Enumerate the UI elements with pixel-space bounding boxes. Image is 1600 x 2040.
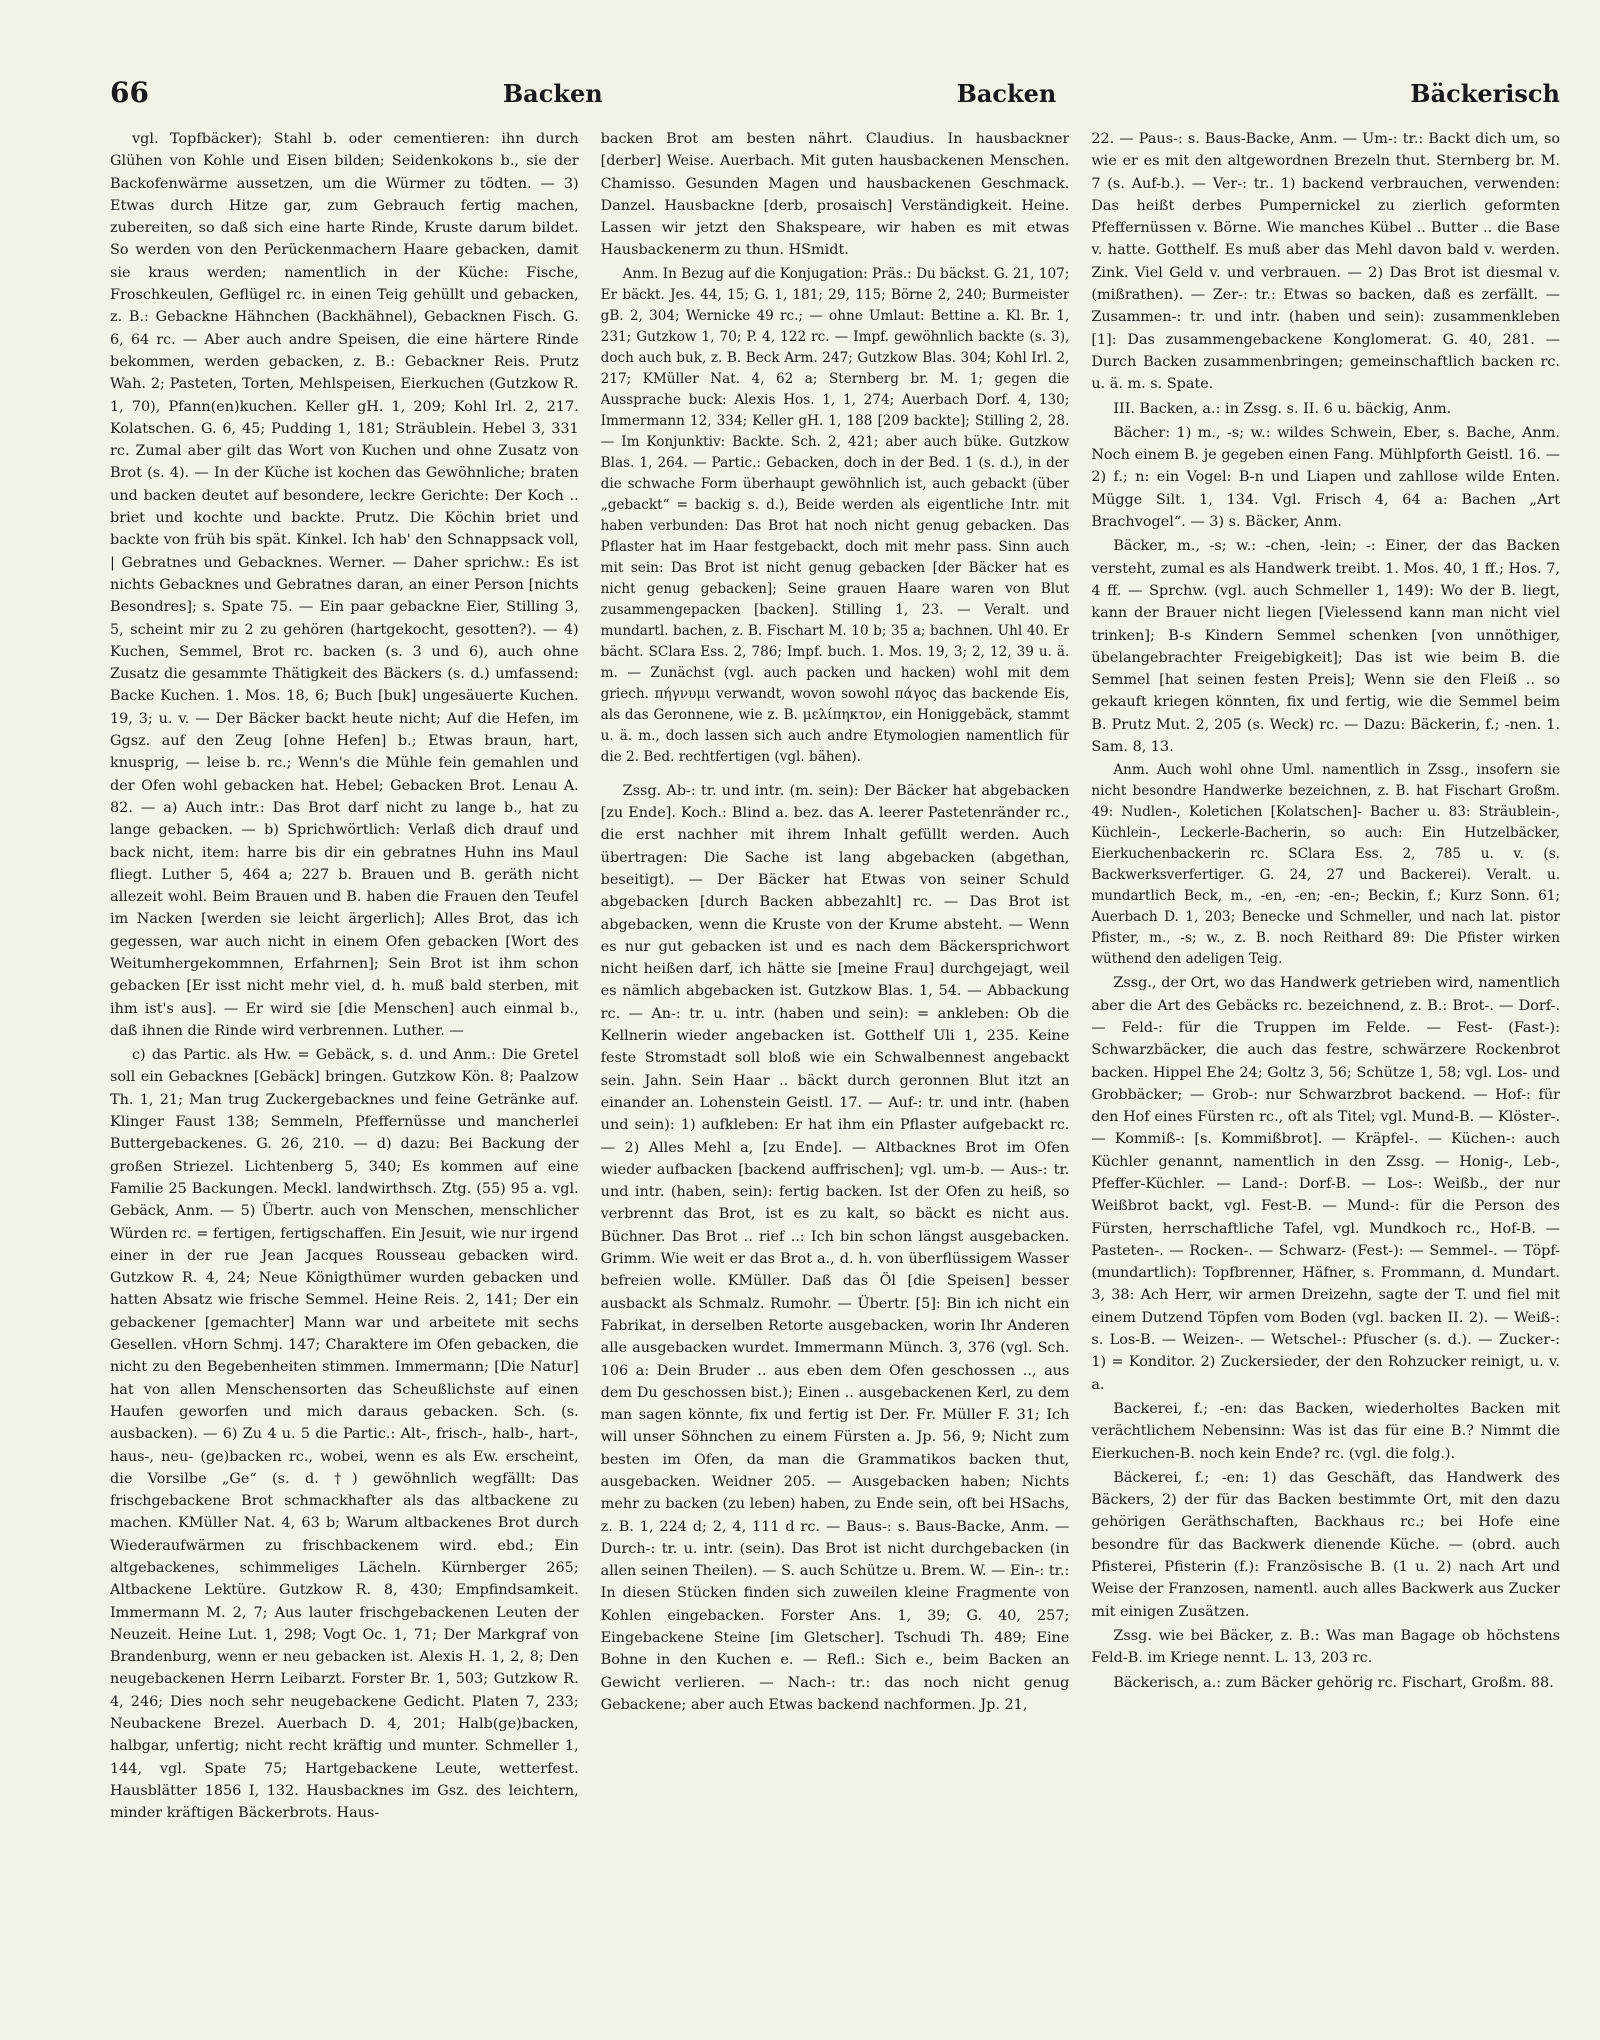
entry-paragraph: vgl. Topfbäcker); Stahl b. oder cementieren: ihn durch Glühen von Kohle und Eisen bilden; Seidenkokons b., sie der Backofenwärme aussetzen, um die Würmer zu tödten. — 3) Etwas durch Hitze gar, zum Gebrauch fertig machen, zubereiten, so daß sich eine harte Rinde, Kruste darum bildet. So werden von den Perückenmachern Haare gebacken, damit sie kraus werden; namentlich in der Küche: Fische, Froschkeulen, Geflügel rc. in einen Teig gehüllt und gebacken, z. B.: Gebackne Hähnchen (Backhähnel), Gebacknen Fisch. G. 6, 64 rc. — Aber auch andre Speisen, die eine härtere Rinde bekommen, werden gebacken, z. B.: Gebackner Reis. Prutz Wah. 2; Pasteten, Torten, Mehlspeisen, Eierkuchen (Gutzkow R. 1, 70), Pfann(en)kuchen. Keller gH. 1, 209; Kohl Irl. 2, 217. Kolatschen. G. 6, 45; Pudding 1, 181; Sträublein. Hebel 3, 331 rc. Zumal aber gilt das Wort von Kuchen und ohne Zusatz von Brot (s. 4). — In der Küche ist kochen das Gewöhnliche; braten und backen deutet auf besondere, leckre Gerichte: Der Koch .. briet und kochte und backte. Prutz. Die Köchin briet und backte von früh bis spät. Kinkel. Ich hab' den Schnappsack voll, | Gebratnes und Gebacknes. Werner. — Daher sprichw.: Es ist nichts Gebacknes und Gebratnes daran, an einer Person [nichts Besondres]; s. Spate 75. — Ein paar gebackne Eier, Stilling 3, 5, scheint mir zu 2 zu gehören (hartgekocht, gesotten?). — 4) Kuchen, Semmel, Brot rc. backen (s. 3 und 6), auch ohne Zusatz die gesammte Thätigkeit des Bäckers (s. d.) umfassend: Backe Kuchen. 1. Mos. 18, 6; Buch [buk] ungesäuerte Kuchen. 19, 3; u. v. — Der Bäcker backt heute nicht; Auf die Hefen, im Ggsz. auf den Zeug [ohne Hefen] b.; Etwas braun, hart, knusprig, — leise b. rc.; Wenn's die Mühle fein gemahlen und der Ofen wohl gebacken hat. Hebel; Gebacken Brot. Lenau A. 82. — a) Auch intr.: Das Brot darf nicht zu lange b., hat zu lange gebacken. — b) Sprichwörtlich: Verlaß dich drauf und back nicht, item: harre bis dir ein gebratnes Huhn ins Maul fliegt. Luther 5, 464 a; 227 b. Brauen und B. geräth nicht allezeit wohl. Beim Brauen und B. haben die Frauen den Teufel im Nacken [werden sie leicht ärgerlich]; Alles Brot, das ich gegessen, war auch nicht in einem Ofen gebacken [Wort des Weitumhergekommnen, Erfahrnen]; Sein Brot ist ihm schon gebacken [Er isst nicht mehr viel, d. h. muß bald sterben, mit ihm ist's aus]. — Er wird sie [die Menschen] auch einmal b., daß ihnen die Rinde wird verbrennen. Luther. — [110,131,579,1039]
entry-paragraph: Zssg., der Ort, wo das Handwerk getrieben wird, namentlich aber die Art des Gebäcks rc. bezeichnend, z. B.: Brot-. — Dorf-. — Feld-: für die Truppen im Felde. — Fest- (Fast-): Schwarzbäcker, die auch das festre, schwärzere Rockenbrot backen. Hippel Ehe 24; Goltz 3, 56; Schütze 1, 58; vgl. Los- und Grobbäcker; — Grob-: nur Schwarzbrot backend. — Hof-: für den Hof eines Fürsten rc., oft als Titel; vgl. Mund-B. — Klöster-. — Kommiß-: [s. Kommißbrot]. — Kräpfel-. — Küchen-: auch Küchler genannt, namentlich in den Zssg. — Honig-, Leb-, Pfeffer-Küchler. — Land-: Dorf-B. — Los-: Weißb., der nur Weißbrot backt, vgl. Fest-B. — Mund-: für die Person des Fürsten, herrschaftliche Tafel, vgl. Mundkoch rc., Hof-B. — Pasteten-. — Rocken-. — Schwarz- (Fest-): — Semmel-. — Töpf- (mundartlich): Topfbrenner, Häfner, s. Frommann, d. Mundart. 3, 38: Ach Herr, wir armen Dreizehn, sagte der T. und fiel mit einem Dutzend Töpfen vom Boden (vgl. backen II. 2). — Weiß-: s. Los-B. — Weizen-. — Wetschel-: Pfuscher (s. d.). — Zucker-: 1) = Konditor. 2) Zuckersieder, der den Rohzucker reinigt, u. v. a. [1091,975,1561,1393]
entry-paragraph: Bächer: 1) m., -s; w.: wildes Schwein, Eber, s. Bache, Anm. Noch einem B. je gegeben einen Fang. Mühlpforth Geistl. 16. — 2) f.; n: ein Vogel: B-n und Liapen und zahllose wilde Enten. Mügge Silt. 1, 134. Vgl. Frisch 4, 64 a: Bachen „Art Brachvogel“. — 3) s. Bäcker, Anm. [1091,424,1561,531]
entry-paragraph: Zssg. wie bei Bäcker, z. B.: Was man Bagage ob höchstens Feld-B. im Kriege nennt. L. 13, 203 rc. [1091,1627,1561,1667]
annotation-paragraph: Anm. Auch wohl ohne Uml. namentlich in Zssg., insofern sie nicht besondre Handwerke bezeichnen, z. B. hat Fischart Großm. 49: Nudlen-, Koletichen [Kolatschen]- Bacher u. 83: Sträublein-, Küchlein-, Leckerle-Bacherin, so auch: Ein Hutzelbäcker, Eierkuchenbackerin rc. SClara Ess. 2, 785 u. v. (s. Backwerksverfertiger. G. 24, 27 und Backerei). Veralt. u. mundartlich Beck, m., -en, -en; -en-; Beckin, f.; Kurz Sonn. 61; Auerbach D. 1, 203; Benecke und Schmeller, und nach lat. pistor Pfister, m., -s; w., z. B. noch Reithard 89: Die Pfister wirken wüthend den adeligen Teig. [1091,762,1561,968]
entry-paragraph: backen Brot am besten nährt. Claudius. In hausbackner [derber] Weise. Auerbach. Mit guten hausbackenen Menschen. Chamisso. Gesunden Magen und hausbackenen Geschmack. Danzel. Hausbackne [derb, prosaisch] Verständigkeit. Heine. Lassen wir jetzt den Shakspeare, wir haben es mit etwas Hausbackenerm zu thun. HSmidt. [600,131,1070,259]
entry-paragraph: Backerei, f.; -en: das Backen, wiederholtes Backen mit verächtlichem Nebensinn: Was ist das für eine B.? Nimmt die Eierkuchen-B. noch kein Ende? rc. (vgl. die folg.). [1091,1400,1561,1462]
page-number: 66 [110,76,149,109]
annotation-paragraph: Anm. In Bezug auf die Konjugation: Präs.: Du bäckst. G. 21, 107; Er bäckt. Jes. 44, 15; G. 1, 181; 29, 115; Börne 2, 240; Burmeister gB. 2, 304; Wernicke 49 rc.; — ohne Umlaut: Bettine a. Kl. Br. 1, 231; Gutzkow 1, 70; P. 4, 122 rc. — Impf. gewöhnlich backte (s. 3), doch auch buk, z. B. Beck Arm. 247; Gutzkow Blas. 304; Kohl Irl. 2, 217; KMüller Nat. 4, 62 a; Sternberg br. M. 1; gegen die Aussprache buck: Alexis Hos. 1, 1, 274; Auerbach Dorf. 4, 130; Immermann 12, 334; Keller gH. 1, 188 [209 backte]; Stilling 2, 28. — Im Konjunktiv: Backte. Sch. 2, 421; aber auch büke. Gutzkow Blas. 1, 264. — Partic.: Gebacken, doch in der Bed. 1 (s. d.), in der die schwache Form überhaupt gewöhnlich ist, auch gebackt (über „gebackt“ = backig s. d.), Beide werden als eigentliche Intr. mit haben verbunden: Das Brot hat noch nicht genug gebacken. Das Pflaster hat im Haar festgebackt, doch mit mehr pass. Sinn auch mit sein: Das Brot ist nicht genug gebacken [der Bäcker hat es nicht genug gebacken]; Seine grauen Haare waren von Blut zusammengepacken [backen]. Stilling 1, 23. — Veralt. und mundartl. bachen, z. B. Fischart M. 10 b; 35 a; bachnen. Uhl 40. Er bächt. SClara Ess. 2, 786; Impf. buch. 1. Mos. 19, 3; 2, 12, 39 u. ä. m. — Zunächst (vgl. auch packen und hacken) wohl mit dem griech. πήγνυμι verwandt, wovon sowohl πάγος das backende Eis, als das Geronnene, wie z. B. μελίπηκτον, ein Honiggebäck, stammt u. ä. m., doch lassen sich auch andre Etymologien namentlich für die 2. Bed. rechtfertigen (vgl. bähen). [600,265,1070,765]
entry-paragraph: Bäcker, m., -s; w.: -chen, -lein; -: Einer, der das Backen versteht, zumal es als Handwerk treibt. 1. Mos. 40, 1 ff.; Hos. 7, 4 ff. — Sprchw. (vgl. auch Schmeller 1, 149): Wo der B. liegt, kann der Brauer nicht liegen [Vielessend kann man nicht viel trinken]; B-s Kindern Semmel schenken [von unnöthiger, übelangebrachter Freigebigkeit]; Das ist wie beim B. die Semmel [hat seinen festen Preis]; Wenn sie den Fleiß .. so gekauft kriegen könnten, fix und fertig, wie die Semmel beim B. Prutz Mut. 2, 205 (s. Weck) rc. — Dazu: Bäckerin, f.; -nen. 1. Sam. 8, 13. [1091,538,1561,756]
header-left-keyword: Backen [502,79,603,108]
entry-paragraph: Bäckerisch, a.: zum Bäcker gehörig rc. Fischart, Großm. 88. [1113,1674,1554,1691]
text-columns [110,128,1560,2016]
column-right [1091,128,1560,2016]
column-left [110,128,579,2016]
entry-paragraph: Bäckerei, f.; -en: 1) das Geschäft, das Handwerk des Bäckers, 2) der für das Backen bestimmte Ort, mit den dazu gehörigen Geräthschaften, Backhaus rc.; bei Hofe eine besondre für das Backwerk dienende Küche. — (obrd. auch Pfisterei, Pfisterin (f.): Französische B. (1 u. 2) nach Art und Weise der Franzosen, namentl. auch alles Backwerk aus Zucker mit einigen Zusätzen. [1091,1469,1561,1620]
header-right-keyword: Bäckerisch [1410,79,1560,108]
entry-paragraph: Zssg. Ab-: tr. und intr. (m. sein): Der Bäcker hat abgebacken [zu Ende]. Koch.: Blind a. bez. das A. leerer Pastetenränder rc., die erst nachher mit ihrem Inhalt gefüllt werden. Auch übertragen: Die Sache ist lang abgebacken (abgethan, beseitigt). — Der Bäcker hat Etwas von seiner Schuld abgebacken [durch Backen abbezahlt] rc. — Das Brot ist abgebacken, wenn die Kruste von der Krume absteht. — Wenn es nur gut gebacken ist und es nach dem Bäckersprichwort nicht heißen darf, ich hätte sie [meine Frau] durchgejagt, weil es nämlich abgebacken ist. Gutzkow Blas. 1, 54. — Abbackung rc. — An-: tr. u. intr. (haben und sein): = ankleben: Ob die Kellnerin wieder angebacken ist. Gotthelf Uli 1, 235. Keine feste Stromstadt soll bloß wie ein Schwalbennest angebackt sein. Jahn. Sein Haar .. bäckt durch geronnen Blut itzt an einander an. Lohenstein Geistl. 17. — Auf-: tr. und intr. (haben und sein): 1) aufkleben: Er hat ihm ein Pflaster aufgebackt rc. — 2) Alles Mehl a, [zu Ende]. — Altbacknes Brot im Ofen wieder aufbacken [backend auffrischen]; vgl. um-b. — Aus-: tr. und intr. (haben, sein): fertig backen. Ist der Ofen zu heiß, so verbrennt das Brot, ist es zu kalt, so bäckt es nicht aus. Büchner. Das Brot .. rief ..: Ich bin schon längst ausgebacken. Grimm. Wie weit er das Brot a., d. h. von überflüssigem Wasser befreien wolle. KMüller. Daß das Öl [die Speisen] besser ausbackt als Schmalz. Rumohr. — Übertr. [5]: Bin ich nicht ein Fabrikat, in derselben Retorte ausgebacken, worin Ihr Anderen alle ausgebacken wurdet. Immermann Münch. 3, 376 (vgl. Sch. 106 a: Dein Bruder .. aus eben dem Ofen geschossen .., aus dem Du geschossen bist.); Einen .. ausgebackenen Kerl, zu dem man sagen könnte, fix und fertig ist Der. Fr. Müller F. 31; Ich will unser Söhnchen zu einem Fürsten a. Jp. 56, 9; Nicht zum besten im Ofen, da man die Grammatikos backen thut, ausgebacken. Weidner 205. — Ausgebacken haben; Nichts mehr zu backen (zu leben) haben, zu Ende sein, oft bei HSachs, z. B. 1, 224 d; 2, 4, 111 d rc. — Baus-: s. Baus-Backe, Anm. — Durch-: tr. u. intr. (sein). Das Brot ist nicht durchgebacken (in allen seinen Theilen). — S. auch Schütze u. Brem. W. — Ein-: tr.: In diesen Stücken finden sich zuweilen kleine Fragmente von Kohlen eingebacken. Forster Ans. 1, 39; G. 40, 257; Eingebackene Steine [im Gletscher]. Tschudi Th. 489; Eine Bohne in den Kuchen e. — Refl.: Sich e., beim Backen an Gewicht verlieren. — Nach-: tr.: das noch nicht genug Gebackene; aber auch Etwas backend nachformen. Jp. 21, [600,782,1070,1713]
header-center-keyword: Backen [956,79,1057,108]
entry-paragraph: c) das Partic. als Hw. = Gebäck, s. d. und Anm.: Die Gretel soll ein Gebacknes [Gebäck] bringen. Gutzkow Kön. 8; Paalzow Th. 1, 21; Man trug Zuckergebacknes und feine Getränke auf. Klinger Faust 138; Semmeln, Pfeffernüsse und mancherlei Buttergebackenes. G. 26, 210. — d) dazu: Bei Backung der großen Striezel. Lichtenberg 5, 340; Es kommen auf eine Familie 25 Backungen. Meckl. landwirthsch. Ztg. (55) 95 a. vgl. Gebäck, Anm. — 5) Übertr. auch von Menschen, menschlicher Würden rc. = fertigen, fertigschaffen. Ein Jesuit, wie nur irgend einer in der rue Jean Jacques Rousseau gebacken wird. Gutzkow R. 4, 24; Neue Königthümer wurden gebacken und hatten Absatz wie frische Semmel. Heine Reis. 2, 141; Der ein gebackener [gemachter] Mann war und arbeitete mit sechs Gesellen. vHorn Schmj. 147; Charaktere im Ofen gebacken, die nicht zu den Begebenheiten stimmen. Immermann; [Die Natur] hat von allen Menschensorten das Scheußlichste auf einen Haufen geworfen und mich daraus gebacken. Sch. (s. ausbacken). — 6) Zu 4 u. 5 die Partic.: Alt-, frisch-, halb-, hart-, haus-, neu- (ge)backen rc., wobei, wenn es als Ew. erscheint, die Vorsilbe „Ge“ (s. d. †) gewöhnlich wegfällt: Das frischgebackene Brot schmackhafter als das altbackene zu machen. KMüller Nat. 4, 63 b; Warum altbackenes Brot durch Wiederaufwärmen zu frischbackenem wird. ebd.; Ein altgebackenes, schimmeliges Lächeln. Kürnberger 265; Altbackene Lektüre. Gutzkow R. 8, 430; Empfindsamkeit. Immermann M. 2, 7; Aus lauter frischgebackenen Leuten der Neuzeit. Heine Lut. 1, 298; Vogt Oc. 1, 71; Der Markgraf von Brandenburg, wenn er neu gebacken ist. Alexis H. 1, 2, 8; Den neugebackenen Herrn Leibarzt. Forster Br. 1, 503; Gutzkow R. 4, 246; Dies noch sehr neugebackene Gedicht. Platen 7, 233; Neubackene Brezel. Auerbach D. 4, 201; Halb(ge)backen, halbgar, unfertig; nicht recht kräftig und munter. Schmeller 1, 144, vgl. Spate 75; Hartgebackene Leute, wetterfest. Hausblätter 1856 I, 132. Hausbacknes im Gsz. des leichtern, minder kräftigen Bäckerbrots. Haus- [110,1047,579,1822]
running-header [110,76,1560,110]
column-middle [601,128,1070,2016]
entry-paragraph: 22. — Paus-: s. Baus-Backe, Anm. — Um-: tr.: Backt dich um, so wie er es mit den altgewordnen Brezeln thut. Sternberg br. M. 7 (s. Auf-b.). — Ver-: tr.. 1) backend verbrauchen, verwenden: Das heißt derbes Pumpernickel zu zierlich geformten Pfeffernüssen v. Börne. Wie manches Kübel .. Butter .. die Base v. hatte. Gotthelf. Es muß aber das Mehl davon bald v. werden. Zink. Viel Geld v. und verbrauen. — 2) Das Brot ist diesmal v. (mißrathen). — Zer-: tr.: Etwas so backen, daß es zerfällt. — Zusammen-: tr. und intr. (haben und sein): zusammenkleben [1]: Das zusammengebackene Konglomerat. G. 40, 281. — Durch Backen zusammenbringen; gemeinschaftlich backen rc. u. ä. m. s. Spate. [1091,131,1561,393]
entry-paragraph: III. Backen, a.: in Zssg. s. II. 6 u. bäckig, Anm. [1113,400,1452,417]
